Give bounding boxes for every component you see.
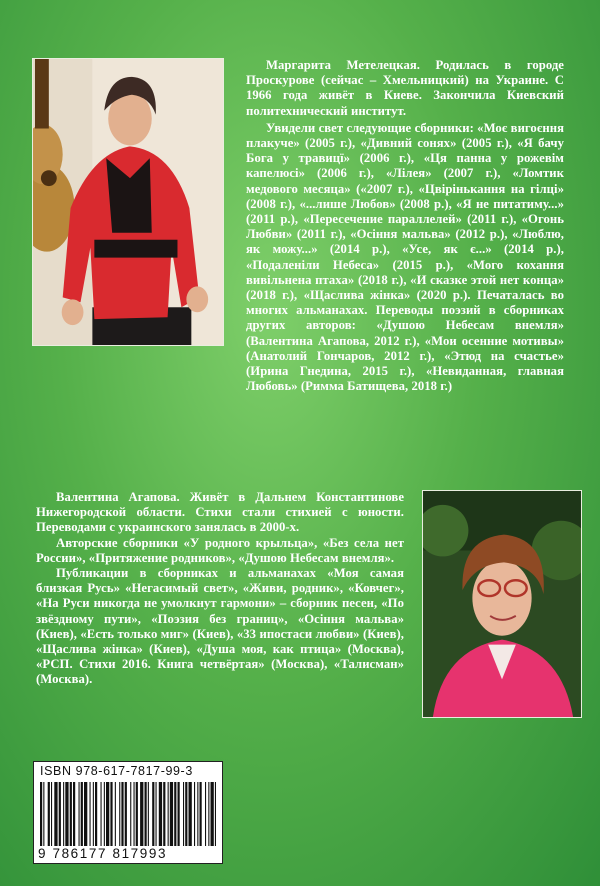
author2-text [36, 490, 404, 688]
author1-text [246, 58, 564, 394]
author1-works: Увидели свет следующие сборники: «Моє вигоєння плакуче» (2005 г.), «Дивний сонях» (2005 г.), «Я бачу Бога у травицї» (2006 г.), «Ця панна у рожевім капелюсі» (2006 г.), «Лілея» (2007 г.), «Ломтик медового месяца» («2007 г.), «Цвірінькання на гілці» (2008 г.), «...лише Любов» (2008 р.), «Я не питатиму...» (2011 р.), «Пересечение параллелей» (2011 г.), «Огонь Любви» (2011 г.), «Осіння мальва» (2012 р.), «Люблю, як можу...» (2014 р.), «Усе, як є...» (2014 р.), «Подаленіли Небеса» (2015 р.), «Мого кохання вивільнена птаха» (2018 г.), «И сказке этой нет конца» (2018 г.), «Щаслива жінка» (2020 р.). Печаталась во многих альманахах. Переводы поэзий в сборниках других авторов: «Душою Небесам внемля» (Валентина Агапова, 2012 г.), «Мои осенние мотивы» (Анатолий Гончаров, 2012 г.), «Этюд на счастье» (Ирина Гнедина, 2015 г.), «Невиданная, главная Любовь» (Римма Батищева, 2018 г.) [246, 120, 564, 394]
isbn-barcode-box [33, 761, 223, 864]
author2-books: Авторские сборники «У родного крыльца», «Без села нет России», «Притяжение родников», «Душою Небесам внемля». [36, 535, 404, 565]
author1-bio: Маргарита Метелецкая. Родилась в городе Проскурове (сейчас – Хмельницкий) на Украине. С 1966 года живёт в Киеве. Закончила Киевский политехнический институт. [246, 58, 564, 118]
author2-publications: Публикации в сборниках и альманахах «Моя самая близкая Русь» «Негасимый свет», «Живи, родник», «Ковчег», «На Руси никогда не умолкнут гармони» – сборник песен, «По звёздному пути», «Поэзия без границ», «Осіння мальва» (Киев), «Есть только миг» (Киев), «33 ипостаси любви» (Киев), «Щаслива жінка» (Киев), «Душа моя, как птица» (Москва), «РСП. Стихи 2016. Книга четвёртая» (Москва), «Талисман» (Москва). [36, 566, 404, 687]
barcode-digits: 9 786177 817993 [38, 846, 168, 861]
author2-bio: Валентина Агапова. Живёт в Дальнем Константинове Нижегородской области. Стихи стали стихией с юности. Переводами с украинского занялась в 2000-х. [36, 490, 404, 535]
isbn-label: ISBN 978-617-7817-99-3 [40, 764, 193, 778]
author1-photo [32, 58, 224, 346]
author2-photo [422, 490, 582, 718]
barcode-icon [40, 782, 216, 846]
